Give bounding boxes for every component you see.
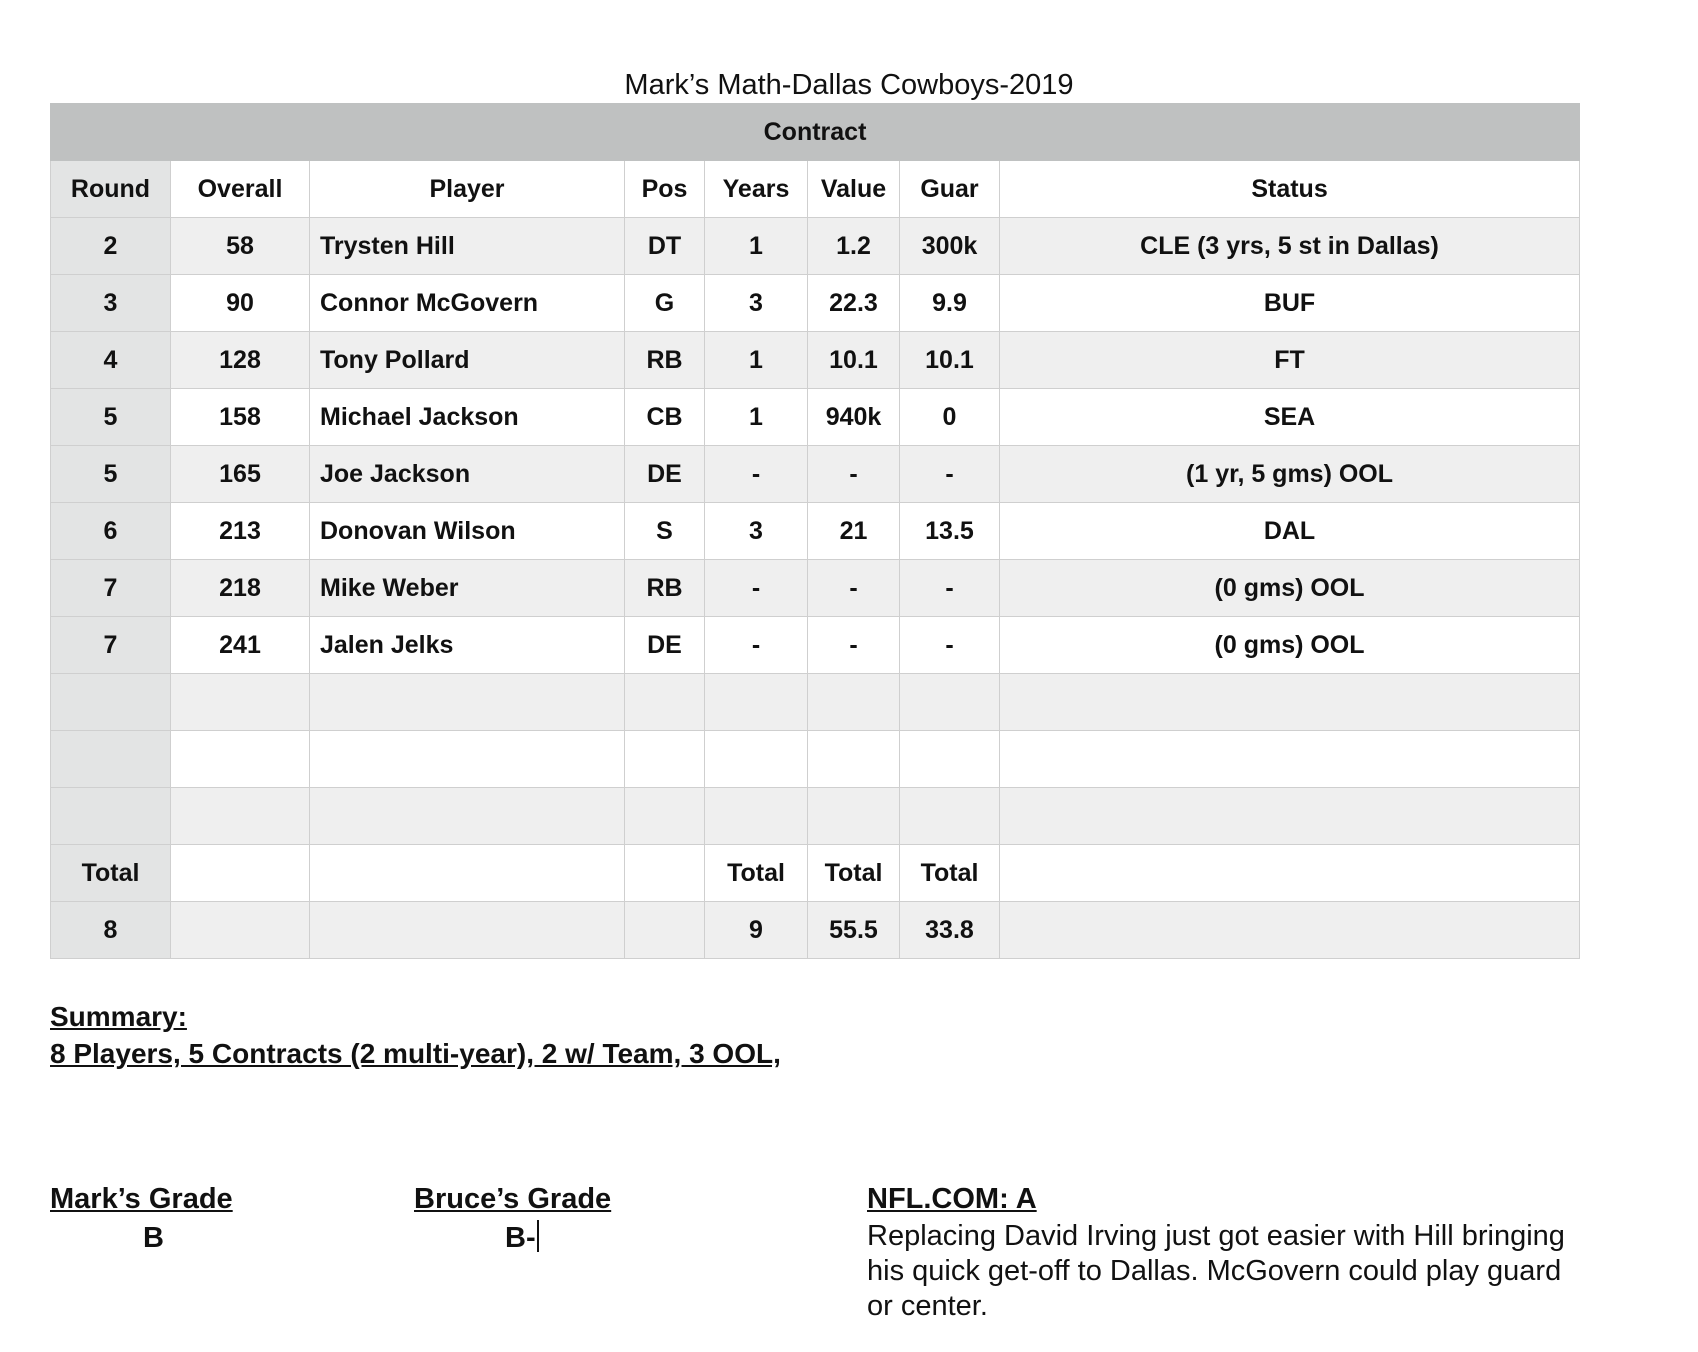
table-cell: 55.5 xyxy=(808,902,900,959)
table-cell: 128 xyxy=(171,332,310,389)
table-cell xyxy=(171,674,310,731)
table-cell: 9 xyxy=(705,902,808,959)
table-cell: - xyxy=(808,446,900,503)
table-row xyxy=(51,218,1580,275)
table-cell xyxy=(310,788,625,845)
table-cell: 0 xyxy=(900,389,1000,446)
table-cell: - xyxy=(808,560,900,617)
table-cell: 22.3 xyxy=(808,275,900,332)
table-cell: Michael Jackson xyxy=(310,389,625,446)
table-cell: Joe Jackson xyxy=(310,446,625,503)
bruce-grade-text: B- xyxy=(505,1222,536,1254)
table-cell xyxy=(705,788,808,845)
table-cell: - xyxy=(900,560,1000,617)
table-cell xyxy=(900,788,1000,845)
table-cell: - xyxy=(808,617,900,674)
table-cell: 5 xyxy=(51,446,171,503)
summary-heading: Summary: xyxy=(50,1001,187,1032)
table-row xyxy=(51,674,1580,731)
table-cell: Tony Pollard xyxy=(310,332,625,389)
table-cell: Mike Weber xyxy=(310,560,625,617)
table-cell xyxy=(171,902,310,959)
table-row xyxy=(51,902,1580,959)
table-cell: 1 xyxy=(705,332,808,389)
table-cell: 9.9 xyxy=(900,275,1000,332)
table-cell xyxy=(900,731,1000,788)
table-cell: 6 xyxy=(51,503,171,560)
table-cell: Total xyxy=(705,845,808,902)
table-cell: Trysten Hill xyxy=(310,218,625,275)
table-cell: BUF xyxy=(1000,275,1580,332)
text-cursor xyxy=(537,1220,539,1252)
table-cell: G xyxy=(625,275,705,332)
table-cell xyxy=(705,731,808,788)
table-cell xyxy=(1000,902,1580,959)
table-cell xyxy=(51,731,171,788)
column-header: Value xyxy=(808,161,900,218)
table-cell: (0 gms) OOL xyxy=(1000,617,1580,674)
table-cell: 158 xyxy=(171,389,310,446)
table-cell: 33.8 xyxy=(900,902,1000,959)
table-cell: 58 xyxy=(171,218,310,275)
table-cell xyxy=(625,902,705,959)
table-cell xyxy=(51,674,171,731)
table-cell: DE xyxy=(625,446,705,503)
table-cell: - xyxy=(900,446,1000,503)
table-row xyxy=(51,845,1580,902)
table-cell: SEA xyxy=(1000,389,1580,446)
table-cell: - xyxy=(705,617,808,674)
table-cell xyxy=(1000,674,1580,731)
column-header: Player xyxy=(310,161,625,218)
table-cell xyxy=(808,674,900,731)
contract-header: Contract xyxy=(51,104,1580,161)
table-cell: (1 yr, 5 gms) OOL xyxy=(1000,446,1580,503)
table-cell xyxy=(310,845,625,902)
table-cell: 218 xyxy=(171,560,310,617)
table-cell xyxy=(900,674,1000,731)
table-cell: 7 xyxy=(51,617,171,674)
table-row xyxy=(51,788,1580,845)
table-row xyxy=(51,446,1580,503)
table-cell xyxy=(310,731,625,788)
table-cell: S xyxy=(625,503,705,560)
table-cell: 4 xyxy=(51,332,171,389)
table-cell: RB xyxy=(625,332,705,389)
table-cell: CLE (3 yrs, 5 st in Dallas) xyxy=(1000,218,1580,275)
table-cell xyxy=(310,674,625,731)
page-title: Mark’s Math-Dallas Cowboys-2019 xyxy=(624,69,1074,101)
table-cell: - xyxy=(900,617,1000,674)
table-cell xyxy=(625,731,705,788)
table-cell: 300k xyxy=(900,218,1000,275)
table-cell: 1 xyxy=(705,218,808,275)
table-row xyxy=(51,731,1580,788)
table-cell: - xyxy=(705,446,808,503)
summary-text: 8 Players, 5 Contracts (2 multi-year), 2 w/ Team, 3 OOL, xyxy=(50,1038,781,1069)
column-header: Overall xyxy=(171,161,310,218)
table-row xyxy=(51,275,1580,332)
table-cell: 2 xyxy=(51,218,171,275)
bruce-grade-value[interactable] xyxy=(505,1219,539,1257)
table-cell: 13.5 xyxy=(900,503,1000,560)
contract-header-row xyxy=(51,104,1580,161)
column-header-row xyxy=(51,161,1580,218)
table-cell: CB xyxy=(625,389,705,446)
table-cell: 3 xyxy=(705,275,808,332)
table-cell xyxy=(171,788,310,845)
table-cell xyxy=(171,731,310,788)
mark-grade-value: B xyxy=(143,1222,164,1254)
table-cell: FT xyxy=(1000,332,1580,389)
table-cell: 940k xyxy=(808,389,900,446)
summary xyxy=(50,998,781,1072)
table-cell: Donovan Wilson xyxy=(310,503,625,560)
table-cell xyxy=(51,788,171,845)
table-cell xyxy=(310,902,625,959)
table-row xyxy=(51,560,1580,617)
table-cell: RB xyxy=(625,560,705,617)
table-cell: (0 gms) OOL xyxy=(1000,560,1580,617)
draft-table xyxy=(50,103,1580,959)
table-cell: DE xyxy=(625,617,705,674)
table-cell: 3 xyxy=(705,503,808,560)
table-row xyxy=(51,617,1580,674)
column-header: Status xyxy=(1000,161,1580,218)
table-cell: 90 xyxy=(171,275,310,332)
table-cell: 10.1 xyxy=(808,332,900,389)
column-header: Pos xyxy=(625,161,705,218)
table-cell: DT xyxy=(625,218,705,275)
table-row xyxy=(51,332,1580,389)
table-cell: 241 xyxy=(171,617,310,674)
table-cell xyxy=(705,674,808,731)
table-cell: 8 xyxy=(51,902,171,959)
table-cell: 165 xyxy=(171,446,310,503)
table-row xyxy=(51,389,1580,446)
table-cell: 3 xyxy=(51,275,171,332)
nfl-grade-label: NFL.COM: A xyxy=(867,1183,1037,1215)
table-cell: Total xyxy=(808,845,900,902)
table-cell xyxy=(1000,845,1580,902)
table-cell: 5 xyxy=(51,389,171,446)
table-cell: Connor McGovern xyxy=(310,275,625,332)
table-cell: 21 xyxy=(808,503,900,560)
table-row xyxy=(51,503,1580,560)
table-cell: Total xyxy=(51,845,171,902)
table-cell xyxy=(1000,731,1580,788)
column-header: Guar xyxy=(900,161,1000,218)
table-cell xyxy=(625,845,705,902)
table-cell: 10.1 xyxy=(900,332,1000,389)
table-cell xyxy=(808,788,900,845)
table-cell xyxy=(1000,788,1580,845)
mark-grade-label: Mark’s Grade xyxy=(50,1183,233,1215)
bruce-grade-label: Bruce’s Grade xyxy=(414,1183,612,1215)
nfl-comment: Replacing David Irving just got easier with Hill bringing his quick get-off to Dallas. McGovern could play guard or center. xyxy=(867,1220,1565,1322)
table-cell xyxy=(808,731,900,788)
table-cell: - xyxy=(705,560,808,617)
table-cell xyxy=(625,674,705,731)
table-cell: 213 xyxy=(171,503,310,560)
table-cell: 1 xyxy=(705,389,808,446)
table-cell: 7 xyxy=(51,560,171,617)
table-cell: 1.2 xyxy=(808,218,900,275)
column-header: Round xyxy=(51,161,171,218)
table-cell xyxy=(171,845,310,902)
table-cell: DAL xyxy=(1000,503,1580,560)
table-cell: Jalen Jelks xyxy=(310,617,625,674)
column-header: Years xyxy=(705,161,808,218)
table-cell xyxy=(625,788,705,845)
table-cell: Total xyxy=(900,845,1000,902)
